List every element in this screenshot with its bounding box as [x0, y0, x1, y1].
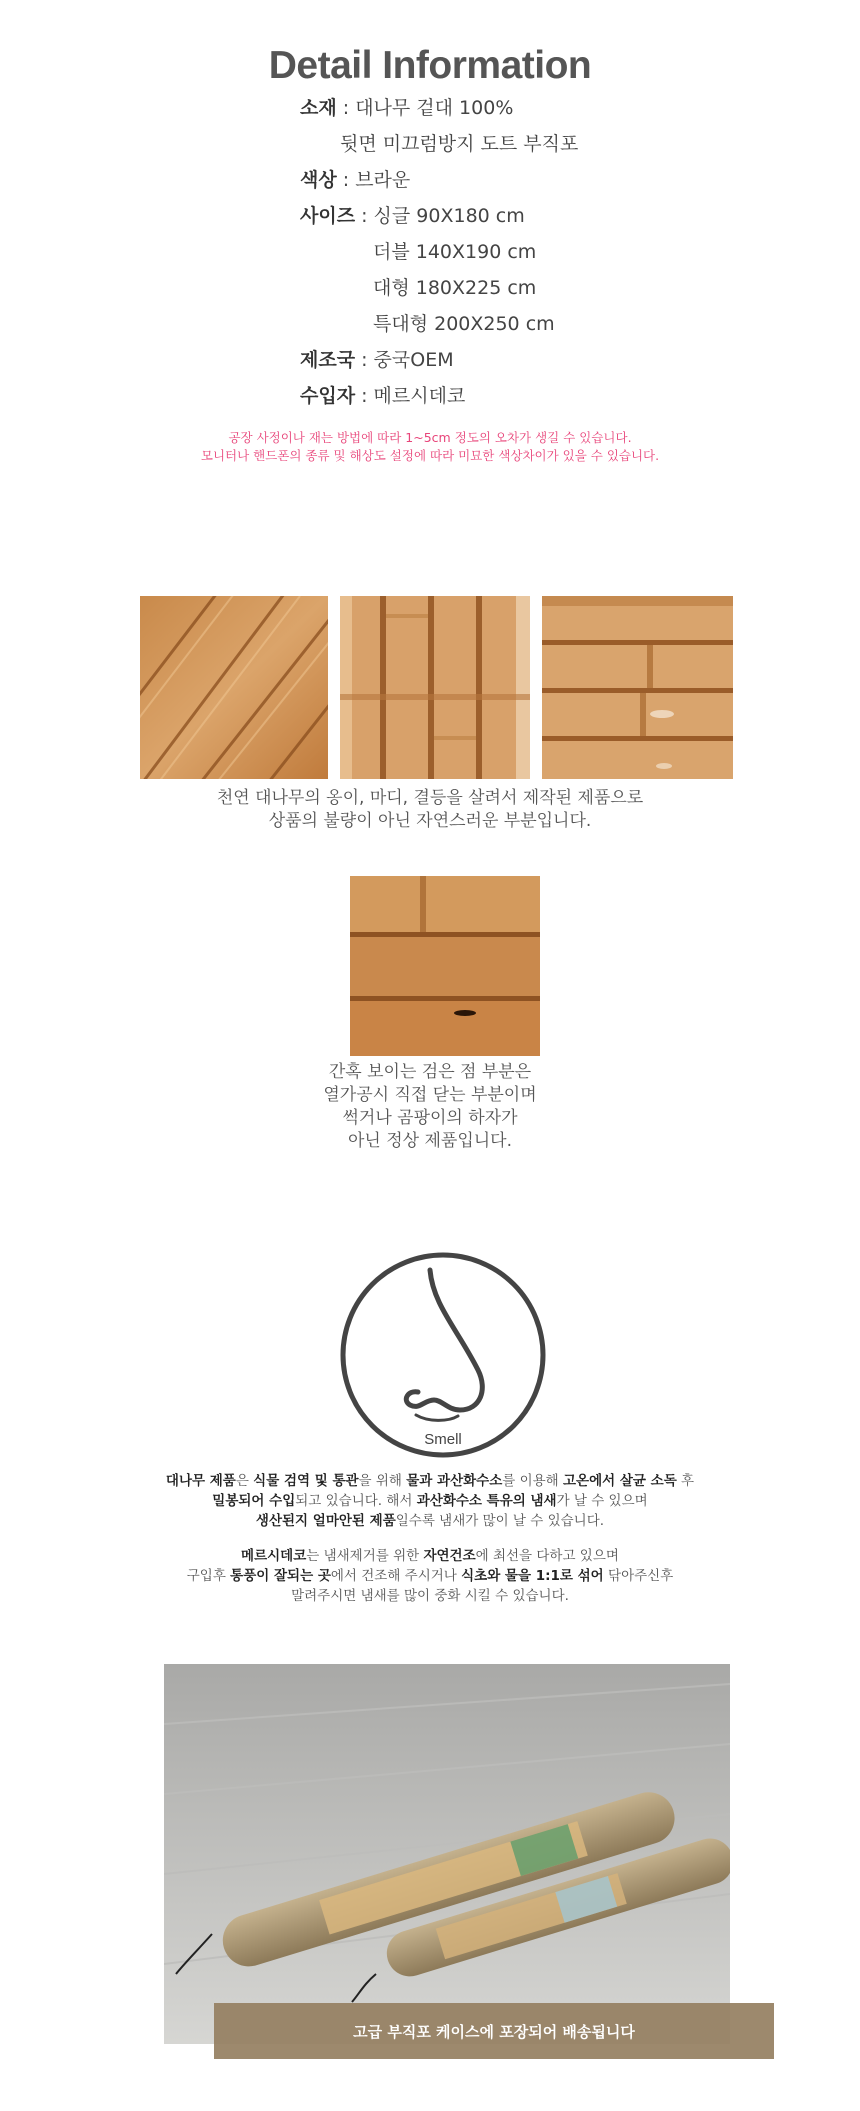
- text: 에서 건조해 주시거나: [330, 1568, 462, 1584]
- spec-color: [300, 168, 720, 204]
- caption-line: 상품의 불량이 아닌 자연스러운 부분입니다.: [268, 811, 592, 831]
- black-spot-photo: [350, 876, 540, 1056]
- bamboo-horizontal-photo: [542, 596, 733, 779]
- texture-caption: [0, 787, 860, 833]
- spec-value: 싱글 90X180 cm: [373, 205, 525, 227]
- emphasis: 식물 검역 및 통관: [253, 1473, 359, 1489]
- emphasis: 물과 과산화수소: [406, 1473, 503, 1489]
- text: 는 냄새제거를 위한: [306, 1548, 424, 1564]
- spec-value: 더블 140X190 cm: [373, 241, 537, 263]
- notice: [0, 429, 860, 465]
- text: 을 위해: [358, 1473, 407, 1489]
- separator: :: [355, 349, 374, 371]
- packaging-bag-photo: [164, 1664, 730, 2044]
- spec-label: 색상: [300, 169, 337, 191]
- spec-value: 메르시데코: [373, 385, 466, 407]
- spec-importer: [300, 384, 720, 420]
- emphasis: 생산된지 얼마안된 제품: [255, 1513, 396, 1529]
- caption-line: 아닌 정상 제품입니다.: [347, 1131, 512, 1151]
- spec-label: 소재: [300, 97, 337, 119]
- spec-label: 제조국: [300, 349, 356, 371]
- separator: :: [355, 385, 374, 407]
- spec-value: 브라운: [355, 169, 411, 191]
- text: 구입후: [186, 1568, 231, 1584]
- separator: :: [355, 205, 374, 227]
- spec-value: 대나무 겉대 100%: [355, 97, 514, 119]
- text: 말려주시면 냄새를 많이 중화 시킬 수 있습니다.: [291, 1588, 569, 1604]
- text: 를 이용해: [502, 1473, 564, 1489]
- spec-size-3: [300, 276, 720, 312]
- emphasis: 메르시데코: [241, 1548, 307, 1564]
- text: 되고 있습니다. 해서: [295, 1493, 417, 1509]
- smell-paragraph-1: [0, 1471, 860, 1531]
- spec-label: 사이즈: [300, 205, 356, 227]
- page-title: Detail Information: [268, 44, 592, 87]
- separator: :: [336, 97, 356, 119]
- emphasis: 과산화수소 특유의 냄새: [416, 1493, 557, 1509]
- notice-line: 모니터나 핸드폰의 종류 및 해상도 설정에 따라 미묘한 색상차이가 있을 수 있습니다.: [200, 448, 660, 463]
- emphasis: 통풍이 잘되는 곳: [230, 1568, 331, 1584]
- spec-value: 특대형 200X250 cm: [373, 313, 555, 335]
- caption-line: 천연 대나무의 옹이, 마디, 결등을 살려서 제작된 제품으로: [216, 788, 644, 808]
- emphasis: 자연건조: [423, 1548, 476, 1564]
- bamboo-diagonal-photo: [140, 596, 328, 779]
- text: 닦아주신후: [603, 1568, 674, 1584]
- bamboo-vertical-photo: [340, 596, 530, 779]
- emphasis: 식초와 물을 1:1로 섞어: [461, 1568, 604, 1584]
- text: 일수록 냄새가 많이 날 수 있습니다.: [395, 1513, 605, 1529]
- spec-material-2: [300, 132, 720, 168]
- spec-value: 중국OEM: [373, 349, 454, 371]
- spec-list: [300, 96, 720, 420]
- spec-size-4: [300, 312, 720, 348]
- spec-value: 뒷면 미끄럼방지 도트 부직포: [340, 133, 579, 155]
- spec-origin: [300, 348, 720, 384]
- text: 가 날 수 있으며: [556, 1493, 648, 1509]
- notice-line: 공장 사정이나 재는 방법에 따라 1~5cm 정도의 오차가 생길 수 있습니다.: [228, 430, 632, 445]
- spec-size: [300, 204, 720, 240]
- emphasis: 밀봉되어 수입: [212, 1493, 296, 1509]
- caption-line: 썩거나 곰팡이의 하자가: [342, 1108, 518, 1128]
- spec-value: 대형 180X225 cm: [373, 277, 537, 299]
- spot-caption: [0, 1061, 860, 1153]
- text: 후: [676, 1473, 695, 1489]
- emphasis: 고온에서 살균 소독: [563, 1473, 677, 1489]
- spec-material: [300, 96, 720, 132]
- emphasis: 대나무 제품: [165, 1473, 236, 1489]
- smell-label: Smell: [424, 1431, 462, 1448]
- smell-paragraph-2: [0, 1546, 860, 1606]
- spec-size-2: [300, 240, 720, 276]
- separator: :: [336, 169, 356, 191]
- caption-line: 간혹 보이는 검은 점 부분은: [328, 1062, 532, 1082]
- text: 은: [235, 1473, 254, 1489]
- packaging-banner: 고급 부직포 케이스에 포장되어 배송됩니다: [214, 2003, 774, 2059]
- text: 에 최선을 다하고 있으며: [475, 1548, 619, 1564]
- smell-nose-icon: [338, 1250, 548, 1460]
- spec-label: 수입자: [300, 385, 356, 407]
- caption-line: 열가공시 직접 닫는 부분이며: [323, 1085, 537, 1105]
